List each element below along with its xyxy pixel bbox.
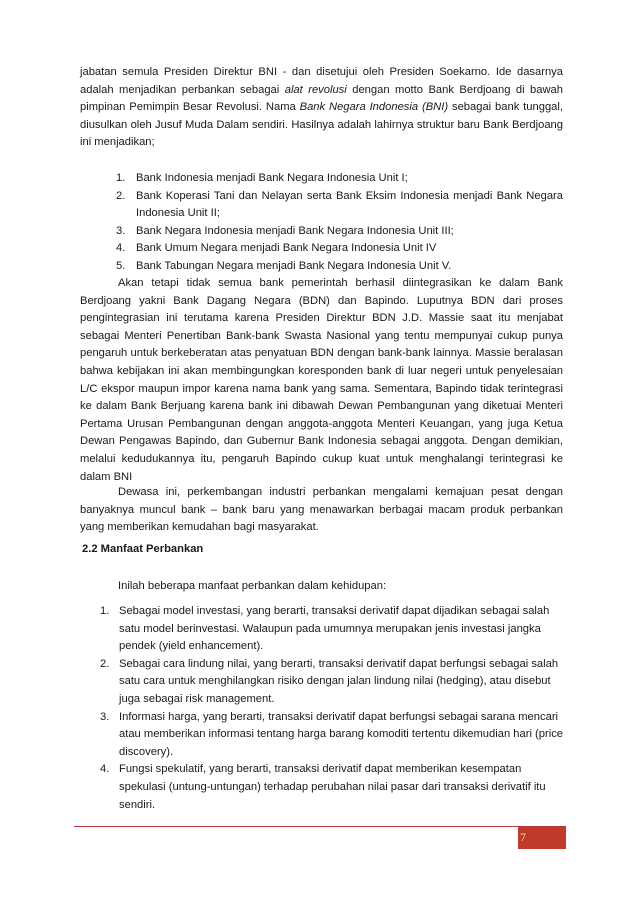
para1-italic-alat-revolusi: alat revolusi xyxy=(284,83,347,96)
list-number: 2. xyxy=(100,657,110,670)
list-number: 1. xyxy=(100,605,110,617)
intro-text: Inilah beberapa manfaat perbankan dalam kehidupan: xyxy=(118,580,387,592)
list-number: 3. xyxy=(116,224,126,237)
list-number: 4. xyxy=(116,242,126,255)
list-number: 4. xyxy=(100,763,110,776)
list-item xyxy=(80,258,563,276)
page-number: 7 xyxy=(520,830,526,844)
paragraph-bdn-bapindo xyxy=(80,275,563,486)
paragraph-bank-berdjoang xyxy=(80,64,563,152)
list-text: Sebagai cara lindung nilai, yang berarti, transaksi derivatif dapat berfungsi sebagai salah satu cara untuk menghilangkan risiko dengan jalan lindung nilai (hedging), atau disebut juga sebagai risk management. xyxy=(119,657,559,705)
list-text: Informasi harga, yang berarti, transaksi derivatif dapat berfungsi sebagai sarana mencari atau memberikan informasi tentang harga barang komoditi tertentu dikemudian hari (price discovery). xyxy=(119,710,564,758)
list-item xyxy=(80,223,563,241)
para1-text-a: jabatan semula Presiden Direktur BNI - dan disetujui oleh Presiden Soekarno. Ide dasarnya adalah menjadikan perbankan sebagai xyxy=(80,66,563,96)
list-number: 2. xyxy=(116,189,126,202)
list-number: 3. xyxy=(100,710,110,723)
list-text: Fungsi spekulatif, yang berarti, transaksi derivatif dapat memberikan kesempatan spekulasi (untung-untungan) terhadap perubahan nilai pasar dari transaksi derivatif itu sendiri. xyxy=(119,763,546,811)
list-text: Bank Umum Negara menjadi Bank Negara Indonesia Unit IV xyxy=(136,242,437,255)
list-item xyxy=(80,603,563,656)
list-text: Bank Negara Indonesia menjadi Bank Negara Indonesia Unit III; xyxy=(136,224,454,237)
footer-divider xyxy=(74,826,566,827)
intro-paragraph xyxy=(80,578,563,596)
paragraph-perkembangan xyxy=(80,484,563,537)
list-item xyxy=(80,170,563,188)
list-text: Bank Koperasi Tani dan Nelayan serta Bank Eksim Indonesia menjadi Bank Negara Indonesia Unit II; xyxy=(136,189,563,220)
section-heading: 2.2 Manfaat Perbankan xyxy=(82,543,204,555)
bank-unit-list xyxy=(80,170,563,276)
list-text: Sebagai model investasi, yang berarti, transaksi derivatif dapat dijadikan sebagai salah satu model berinvestasi. Walaupun pada umumnya merupakan jenis investasi jangka pendek (yield enhancement). xyxy=(119,605,550,653)
list-item xyxy=(80,761,563,814)
list-text: Bank Tabungan Negara menjadi Bank Negara Indonesia Unit V. xyxy=(136,259,452,272)
para3-text: Dewasa ini, perkembangan industri perbankan mengalami kemajuan pesat dengan banyaknya muncul bank – bank baru yang menawarkan berbagai macam produk perbankan yang memberikan kemudahan bagi masyarakat. xyxy=(80,486,563,534)
list-text: Bank Indonesia menjadi Bank Negara Indonesia Unit I; xyxy=(136,172,408,184)
list-item xyxy=(80,188,563,223)
para1-text-b: dengan motto Bank Berdjoang di bawah pimpinan Pemimpin Besar Revolusi. Nama xyxy=(80,83,564,114)
list-item xyxy=(80,656,563,709)
manfaat-list xyxy=(80,603,563,814)
list-number: 5. xyxy=(116,259,126,272)
list-item xyxy=(80,240,563,258)
list-number: 1. xyxy=(116,172,126,184)
list-item xyxy=(80,709,563,762)
para1-italic-bni: Bank Negara Indonesia (BNI) xyxy=(299,101,449,114)
para2-text: Akan tetapi tidak semua bank pemerintah berhasil diintegrasikan ke dalam Bank Berdjoang yakni Bank Dagang Negara (BDN) dan Bapindo. Luputnya BDN dari proses pengintegrasian ini terutama karena Presiden Direktur BDN J.D. Massie saat itu menjabat sebagai Menteri Penertiban Bank-bank Swasta Nasional yang tentu mempunyai cukup punya pengaruh untuk berkeberatan atas penyatuan BDN dengan bank-bank lainnya. Massie beralasan bahwa kebijakan ini akan membingungkan koresponden bank di luar negeri untuk penyelesaian L/C ekspor maupun impor karena nama bank yang sama. Sementara, Bapindo tidak terintegrasi ke dalam Bank Berjuang karena bank ini dibawah Dewan Pembangunan yang diketuai Menteri Pertama Urusan Pembangunan dengan anggota-anggota Menteri Keuangan, yang juga Ketua Dewan Pengawas Bapindo, dan Gubernur Bank Indonesia sebagai anggota. Dengan demikian, melalui kedudukannya itu, pengaruh Bapindo cukup kuat untuk menghalangi terintegrasi ke dalam BNI xyxy=(80,277,563,483)
para1-text-c: sebagai bank tunggal, diusulkan oleh Jusuf Muda Dalam sendiri. Hasilnya adalah lahirnya struktur baru Bank Berdjoang ini menjadikan; xyxy=(80,101,563,149)
